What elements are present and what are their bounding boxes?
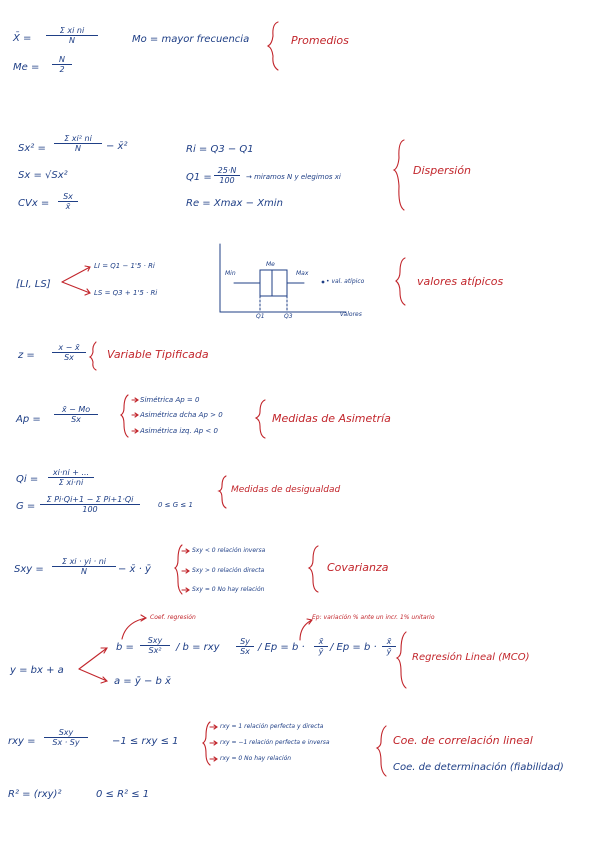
elasticity-denominator: ȳ	[318, 647, 324, 657]
median-numerator: N	[52, 55, 72, 65]
corr-item-positive: rxy = 1 relación perfecta y directa	[220, 723, 324, 730]
label-coef-correlacion: Coe. de correlación lineal	[393, 734, 533, 747]
q1-denominator: 100	[219, 176, 235, 186]
corr-item-none: rxy = 0 No hay relación	[220, 755, 292, 762]
label-regresion-lineal: Regresión Lineal (MCO)	[412, 652, 530, 663]
label-valores-atipicos: valores atípicos	[417, 275, 504, 288]
elasticity-fraction	[314, 637, 328, 656]
q1-fraction	[214, 166, 240, 185]
z-numerator: x − x̄	[52, 343, 86, 353]
iqr-formula: Ri = Q3 − Q1	[186, 144, 254, 155]
cv-fraction	[58, 192, 78, 211]
gini-range: 0 ≤ G ≤ 1	[158, 501, 193, 509]
r-squared-range: 0 ≤ R² ≤ 1	[96, 789, 150, 800]
skew-item-right: Asimétrica dcha Ap > 0	[140, 411, 223, 419]
upper-limit-formula: LS = Q3 + 1'5 · Ri	[94, 289, 158, 297]
median-fraction	[52, 55, 72, 74]
boxplot-q1-label: Q1	[256, 313, 265, 320]
elasticity-numerator: x̄	[314, 637, 328, 647]
gini-denominator: 100	[82, 505, 98, 515]
boxplot-axis-label: valores	[340, 311, 362, 318]
variance-numerator: Σ xi² ni	[54, 134, 102, 144]
corr-range: −1 ≤ rxy ≤ 1	[112, 736, 179, 747]
gini-lhs: G =	[16, 501, 36, 512]
boxplot-max: Max	[296, 270, 309, 277]
brace-asimetria	[256, 400, 265, 438]
label-medidas-asimetria: Medidas de Asimetría	[272, 412, 391, 425]
slope-numerator: Sxy	[140, 636, 170, 646]
mean-fraction	[46, 26, 98, 45]
q1-lhs: Q1 =	[186, 172, 212, 183]
boxplot-outlier-label: • val. atípico	[326, 278, 365, 285]
cov-item-direct: Sxy > 0 relación directa	[192, 567, 265, 574]
corr-denominator: Sx · Sy	[52, 738, 80, 748]
label-covarianza: Covarianza	[327, 561, 389, 574]
mean-elasticity-fraction	[382, 637, 396, 656]
cov-fraction	[52, 557, 116, 576]
brace-regresion	[397, 632, 406, 688]
mean-elasticity-numerator: x̄	[382, 637, 396, 647]
slope-alt-denominator: Sx	[240, 647, 250, 657]
cov-lhs: Sxy =	[14, 564, 44, 575]
label-promedios: Promedios	[291, 34, 349, 47]
median-denominator: 2	[59, 65, 65, 75]
intercept-formula: a = ȳ − b x̄	[114, 676, 171, 687]
boxplot-min: Min	[225, 270, 236, 277]
q1-tail: → miramos N y elegimos xi	[246, 173, 341, 181]
brace-variable-tipificada	[90, 342, 96, 370]
boxplot-box	[260, 270, 287, 296]
z-lhs: z =	[18, 350, 35, 361]
qi-fraction	[48, 468, 94, 487]
label-medidas-desigualdad: Medidas de desigualdad	[231, 485, 341, 495]
variance-tail: − x̄²	[106, 141, 128, 152]
elasticity-lhs: / Ep = b ·	[258, 642, 305, 653]
gini-numerator: Σ Pi·Qi+1 − Σ Pi+1·Qi	[40, 495, 140, 505]
slope-alt-lhs: / b = rxy	[176, 642, 220, 653]
cov-item-inverse: Sxy < 0 relación inversa	[192, 547, 266, 554]
brace-corr-options	[203, 722, 210, 765]
qi-numerator: xi·ni + ...	[48, 468, 94, 478]
skew-lhs: Ap =	[16, 414, 41, 425]
r-squared-formula: R² = (rxy)²	[8, 789, 62, 800]
std-dev-formula: Sx = √Sx²	[18, 170, 68, 181]
regression-line: y = bx + a	[10, 665, 64, 676]
brace-dispersion	[394, 140, 404, 210]
skew-item-left: Asimétrica izq. Ap < 0	[140, 427, 218, 435]
elasticity-note: Ep: variación % ante un incr. 1% unitario	[312, 614, 435, 621]
label-dispersion: Dispersión	[413, 164, 472, 177]
z-fraction	[52, 343, 86, 362]
brace-skew-options	[121, 395, 128, 437]
brace-cov-options	[175, 545, 182, 594]
corr-fraction	[44, 728, 88, 747]
cov-numerator: Σ xi · yi · ni	[52, 557, 116, 567]
brace-correlacion	[377, 726, 386, 776]
label-variable-tipificada: Variable Tipificada	[107, 348, 209, 361]
mean-elasticity-denominator: ȳ	[386, 647, 392, 657]
z-denominator: Sx	[64, 353, 74, 363]
variance-lhs: Sx² =	[18, 143, 46, 154]
boxplot-outlier-point	[322, 281, 325, 284]
brace-covarianza	[309, 546, 318, 592]
mode-formula: Mo = mayor frecuencia	[132, 34, 250, 45]
skew-numerator: x̄ − Mo	[54, 405, 98, 415]
slope-alt-fraction	[236, 637, 254, 656]
coef-regresion-note: Coef. regresión	[150, 614, 196, 621]
corr-lhs: rxy =	[8, 736, 36, 747]
slope-alt-numerator: Sy	[236, 637, 254, 647]
slope-denominator: Sx²	[148, 646, 162, 656]
slope-fraction	[140, 636, 170, 655]
mean-lhs: X̄ =	[13, 33, 32, 44]
boxplot-median-label: Me	[266, 261, 275, 268]
cv-lhs: CVx =	[18, 198, 50, 209]
label-coef-determinacion: Coe. de determinación (fiabilidad)	[393, 762, 564, 773]
skew-denominator: Sx	[71, 415, 81, 425]
slope-lhs: b =	[116, 642, 134, 653]
variance-fraction	[54, 134, 102, 153]
cv-numerator: Sx	[58, 192, 78, 202]
range-formula: Re = Xmax − Xmin	[186, 198, 283, 209]
brace-valores-atipicos	[396, 258, 405, 305]
corr-numerator: Sxy	[44, 728, 88, 738]
skew-item-symmetric: Simétrica Ap = 0	[140, 396, 200, 404]
cov-item-none: Sxy = 0 No hay relación	[192, 586, 265, 593]
cv-denominator: x̄	[65, 202, 71, 212]
cov-tail: − x̄ · ȳ	[118, 564, 151, 575]
boxplot-q3-label: Q3	[284, 313, 293, 320]
q1-numerator: 25·N	[214, 166, 240, 176]
mean-numerator: Σ xi ni	[46, 26, 98, 36]
mean-elasticity-lhs: / Ep = b ·	[330, 642, 377, 653]
qi-denominator: Σ xi·ni	[58, 478, 84, 488]
interval-label: [LI, LS]	[16, 279, 51, 290]
cov-denominator: N	[81, 567, 87, 577]
median-lhs: Me =	[13, 62, 40, 73]
brace-promedios	[268, 22, 278, 70]
skew-fraction	[54, 405, 98, 424]
mean-denominator: N	[69, 36, 75, 46]
gini-fraction	[40, 495, 140, 514]
qi-lhs: Qi =	[16, 474, 39, 485]
corr-item-negative: rxy = −1 relación perfecta e inversa	[220, 739, 330, 746]
lower-limit-formula: LI = Q1 − 1'5 · Ri	[94, 262, 155, 270]
brace-desigualdad	[219, 476, 226, 508]
variance-denominator: N	[75, 144, 81, 154]
